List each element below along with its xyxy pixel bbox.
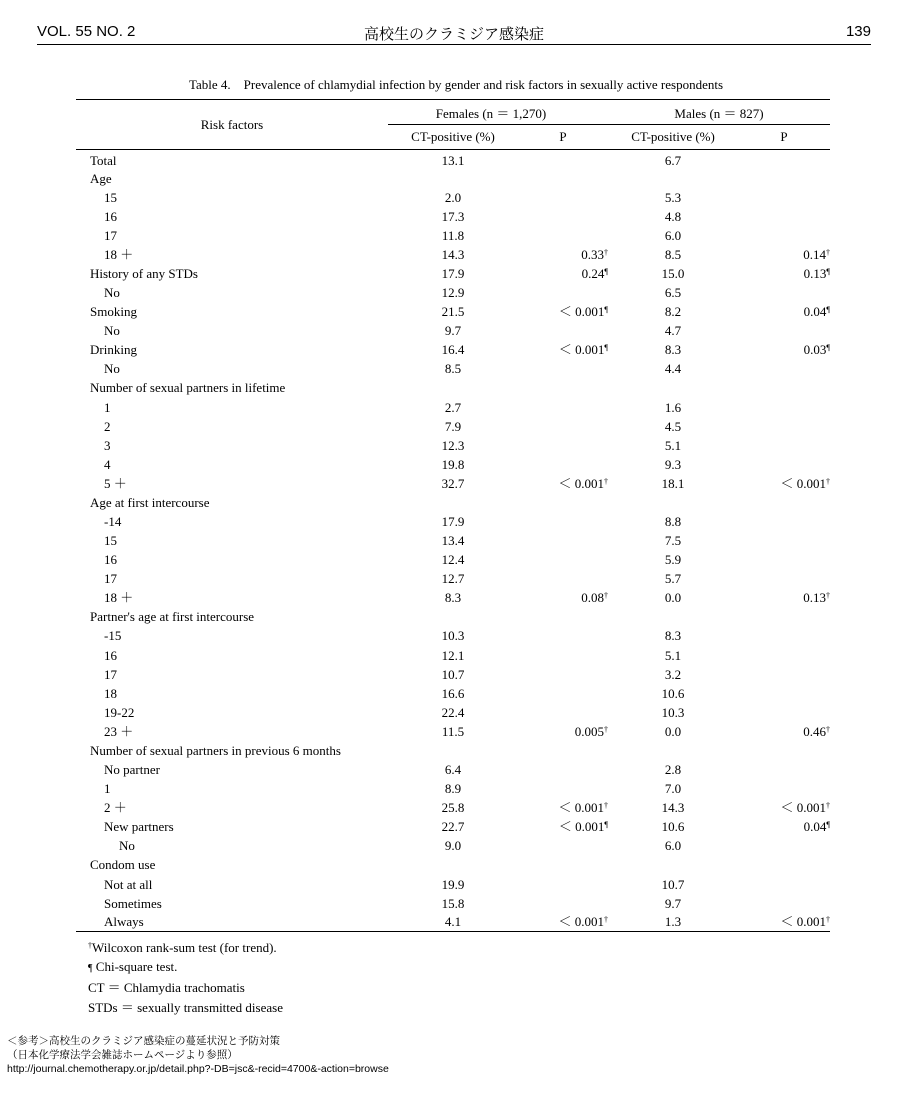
female-ct-value [388,607,518,626]
male-ct-value: 4.7 [664,323,682,339]
table-row [76,607,830,626]
male-p-value [738,378,830,397]
male-p-value [738,359,830,378]
table-row [76,626,830,645]
female-ct-value: 8.5 [444,361,462,377]
female-p-value [518,226,608,245]
male-ct-value: 5.1 [664,437,682,453]
risk-factor-label: Number of sexual partners in previous 6 months [90,742,341,758]
male-p-value [738,646,830,665]
male-ct-value: 3.2 [664,666,682,682]
male-ct-value: 4.8 [664,208,682,224]
male-p-value [738,207,830,226]
female-ct-value: 11.8 [441,227,465,243]
females-group-label: Females (n ＝ 1,270) [435,105,547,121]
males-group-header: Males (n ＝ 827) [608,100,830,125]
risk-factor-label: Always [76,913,388,932]
female-ct-value [388,741,518,760]
table-row [76,493,830,512]
female-ct-value: 13.4 [441,533,465,549]
female-p-value [518,512,608,531]
test-mark: † [826,915,831,925]
female-ct-value: 4.1 [388,913,518,932]
male-p-value [738,665,830,684]
female-p-value [518,531,608,550]
table-row [76,722,830,741]
male-p-value [738,398,830,417]
male-p-value [738,894,830,913]
female-p-value [518,150,608,169]
table-row [76,741,830,760]
male-ct-value: 5.1 [664,647,682,663]
male-p-value [738,760,830,779]
female-p-value [518,760,608,779]
female-p-value: 0.08† [581,590,609,606]
risk-factor-label: No [119,838,135,854]
table-row [76,340,830,359]
female-p-value [518,321,608,340]
test-mark: † [826,247,831,257]
female-p-value [518,836,608,855]
table-row [76,874,830,893]
female-ct-value [388,855,518,874]
table-row [76,283,830,302]
male-ct-value: 8.5 [664,246,682,262]
male-p-value [738,836,830,855]
female-p-value [518,894,608,913]
female-ct-value: 10.3 [441,628,465,644]
female-p-value [518,493,608,512]
females-p-header: P [518,125,608,150]
male-p-value [738,607,830,626]
risk-factor-label: 3 [104,437,111,453]
test-mark: ¶ [604,820,609,830]
male-p-value: 0.13¶ [803,266,831,281]
risk-factor-label: 16 [104,647,117,663]
risk-factor-label: 2 ＋ [104,800,127,816]
male-p-value [738,531,830,550]
female-p-value: ＜ 0.001† [558,475,609,491]
table-row [76,779,830,798]
male-p-value [738,150,830,169]
table-row [76,646,830,665]
female-p-value: ＜ 0.001† [518,913,608,932]
female-ct-value: 9.0 [444,838,462,854]
male-p-value [738,684,830,703]
female-ct-value: 9.7 [444,323,462,339]
reference-line-1: ＜参考＞高校生のクラミジア感染症の蔓延状況と予防対策 [7,1035,280,1047]
dagger-mark: † [88,941,92,950]
male-p-value [738,283,830,302]
female-ct-value: 22.4 [441,704,465,720]
male-p-value [738,169,830,188]
male-p-value [738,741,830,760]
test-mark: ¶ [826,343,831,353]
test-mark: ¶ [604,343,609,353]
table-row [76,798,830,817]
male-p-value: 0.04¶ [803,304,831,320]
female-p-value [518,398,608,417]
male-ct-value: 1.3 [608,913,738,932]
test-mark: † [826,476,831,486]
test-mark: ¶ [604,267,609,276]
female-ct-value: 17.9 [441,266,465,281]
male-p-value [738,626,830,645]
female-p-value [518,436,608,455]
female-p-value [518,207,608,226]
reference-line-2: （日本化学療法学会雑誌ホームページより参照） [7,1049,238,1061]
table-row [76,665,830,684]
male-ct-value: 6.0 [664,227,682,243]
male-ct-value: 2.8 [664,762,682,778]
female-ct-value: 19.9 [441,876,465,892]
female-p-value: ＜ 0.001† [558,800,609,816]
male-p-value [738,493,830,512]
female-p-value: 0.005† [574,723,609,739]
male-p-value: 0.03¶ [803,342,831,358]
table-row [76,398,830,417]
risk-factor-label: Age [90,170,112,186]
table-row [76,855,830,874]
table-row [76,378,830,397]
male-p-value [738,569,830,588]
male-p-value [738,855,830,874]
female-p-value [518,359,608,378]
male-p-value [738,550,830,569]
females-ct-header: CT-positive (%) [388,125,518,150]
female-ct-value [388,378,518,397]
table-row [76,169,830,188]
male-ct-value: 5.3 [664,189,682,205]
male-p-value [738,874,830,893]
running-title: 高校生のクラミジア感染症 [363,25,544,43]
female-p-value [518,569,608,588]
female-p-value [518,550,608,569]
risk-factor-label: Age at first intercourse [90,494,210,510]
risk-factor-label: 2 [104,418,111,434]
test-mark: ¶ [826,820,831,830]
risk-factor-label: 4 [104,456,111,472]
risk-factor-label: 17 [104,227,117,243]
female-ct-value: 7.9 [444,418,462,434]
risk-factor-label: 19-22 [104,704,135,720]
female-p-value [518,855,608,874]
risk-factor-label: 5 ＋ [104,475,127,491]
table-row [76,894,830,913]
male-ct-value: 5.7 [664,571,682,587]
female-ct-value: 16.6 [441,685,465,701]
table-row [76,455,830,474]
female-p-value: ＜ 0.001¶ [558,304,609,320]
male-ct-value: 9.3 [664,456,682,472]
male-ct-value: 8.8 [664,514,682,530]
male-ct-value: 15.0 [661,266,685,281]
pilcrow-mark: ¶ [88,963,93,975]
risk-factor-label: Smoking [90,304,137,320]
footnotes [88,938,283,1017]
risk-factor-label: -15 [104,628,122,644]
table-caption: Table 4. Prevalence of chlamydial infection by gender and risk factors in sexually active respondents [188,77,724,92]
males-ct-header: CT-positive (%) [608,125,738,150]
male-ct-value [608,493,738,512]
risk-factor-label: Number of sexual partners in lifetime [90,380,286,396]
risk-factor-label: 16 [104,552,117,568]
male-p-value [738,455,830,474]
male-ct-value: 9.7 [664,895,682,911]
female-p-value [518,665,608,684]
journal-volume: VOL. 55 NO. 2 [37,23,136,40]
male-p-value [738,512,830,531]
female-ct-value: 12.3 [441,437,465,453]
test-mark: † [604,247,609,257]
page-number: 139 [845,23,871,40]
female-ct-value: 17.9 [441,514,465,530]
male-ct-value [608,607,738,626]
footnote-wilcoxon: †Wilcoxon rank-sum test (for trend). [88,940,277,955]
table-row [76,436,830,455]
test-mark: † [826,591,831,601]
table-row [76,531,830,550]
male-ct-value: 6.0 [664,838,682,854]
female-p-value: ＜ 0.001¶ [558,819,609,835]
female-p-value [518,684,608,703]
risk-factor-label: Condom use [90,857,156,873]
table-row [76,207,830,226]
male-p-value: 0.46† [803,723,831,739]
table-row [76,817,830,836]
male-p-value [738,436,830,455]
male-ct-value [608,741,738,760]
female-ct-value: 6.4 [444,762,462,778]
female-p-value [518,874,608,893]
male-p-value: 0.14† [803,246,831,262]
test-mark: ¶ [604,305,609,315]
female-ct-value: 16.4 [441,342,465,358]
risk-factor-label: 17 [104,571,117,587]
female-ct-value: 17.3 [441,208,465,224]
test-mark: † [604,476,609,486]
table-row [76,550,830,569]
test-mark: † [604,915,609,925]
reference-url: http://journal.chemotherapy.or.jp/detail.php?-DB=jsc&-recid=4700&-action=browse [7,1063,389,1075]
male-ct-value: 6.5 [664,285,682,301]
table-row [76,264,830,283]
risk-factor-label: 18 ＋ [104,590,134,606]
risk-factor-label: History of any STDs [90,266,198,281]
test-mark: † [604,724,609,734]
female-ct-value: 12.9 [441,285,465,301]
female-ct-value: 12.1 [441,647,465,663]
risk-factor-label: 17 [104,666,117,682]
male-ct-value: 10.7 [661,876,685,892]
female-p-value [518,378,608,397]
male-p-value [738,417,830,436]
male-ct-value: 10.6 [661,685,685,701]
female-ct-value: 11.5 [441,723,465,739]
running-head [37,22,871,45]
male-p-value: ＜ 0.001† [738,913,830,932]
table-row [76,836,830,855]
male-ct-value: 5.9 [664,552,682,568]
female-p-value: 0.24¶ [581,266,609,281]
male-ct-value: 8.2 [664,304,682,320]
female-ct-value: 12.4 [441,552,465,568]
risk-factor-label: Partner's age at first intercourse [90,609,255,625]
risk-factor-label: Sometimes [104,895,162,911]
test-mark: ¶ [826,305,831,315]
female-ct-value [388,493,518,512]
table-body [76,150,830,932]
test-mark: † [826,724,831,734]
male-ct-value: 10.3 [661,704,685,720]
male-ct-value: 4.5 [664,418,682,434]
male-p-value: 0.13† [803,590,831,606]
male-ct-value: 18.1 [661,475,685,491]
table-row [76,302,830,321]
female-p-value [518,741,608,760]
male-p-value [738,779,830,798]
female-ct-value: 19.8 [441,456,465,472]
female-ct-value: 25.8 [441,800,465,816]
table-row [76,588,830,607]
table-row [76,913,830,932]
female-p-value [518,607,608,626]
female-ct-value: 2.0 [444,189,462,205]
test-mark: † [826,801,831,811]
female-ct-value: 13.1 [441,152,465,168]
female-ct-value: 22.7 [441,819,465,835]
female-p-value [518,188,608,207]
risk-factor-label: No [104,323,120,339]
risk-factor-label: 15 [104,189,117,205]
male-p-value: ＜ 0.001† [780,800,831,816]
male-ct-value: 0.0 [664,723,682,739]
table-row [76,703,830,722]
female-p-value [518,283,608,302]
male-ct-value: 10.6 [661,819,685,835]
male-p-value [738,226,830,245]
table-row [76,760,830,779]
male-ct-value: 1.6 [664,399,682,415]
male-ct-value: 8.3 [664,342,682,358]
female-p-value [518,626,608,645]
risk-factor-label: No [104,361,120,377]
male-ct-value: 6.7 [664,152,682,168]
females-group-header [388,100,608,125]
risk-factor-label: 1 [104,781,111,797]
male-ct-value [608,169,738,188]
female-p-value [518,703,608,722]
prevalence-table [76,99,830,932]
female-ct-value: 15.8 [441,895,465,911]
table-row [76,150,830,169]
test-mark: † [604,801,609,811]
female-ct-value: 32.7 [441,475,465,491]
risk-factor-label: No [104,285,120,301]
female-ct-value: 2.7 [444,399,462,415]
table-row [76,359,830,378]
female-ct-value: 12.7 [441,571,465,587]
male-ct-value: 7.5 [664,533,682,549]
male-ct-value: 4.4 [664,361,682,377]
female-ct-value [388,169,518,188]
risk-factor-label: New partners [104,819,174,835]
male-ct-value [608,855,738,874]
female-p-value: ＜ 0.001¶ [558,342,609,358]
male-p-value: 0.04¶ [803,819,831,835]
table-row [76,569,830,588]
female-p-value [518,169,608,188]
table-row [76,188,830,207]
risk-factor-label: No partner [104,762,160,778]
table-row [76,321,830,340]
female-p-value [518,779,608,798]
female-p-value [518,455,608,474]
female-p-value: 0.33† [581,246,609,262]
male-p-value: ＜ 0.001† [780,475,831,491]
female-p-value [518,646,608,665]
male-ct-value [608,378,738,397]
test-mark: † [604,591,609,601]
risk-factor-label: 1 [104,399,111,415]
risk-factor-label: -14 [104,514,122,530]
female-ct-value: 8.9 [444,781,462,797]
risk-factor-label: 15 [104,533,117,549]
risk-factor-label: Not at all [104,876,153,892]
footnote-chisquare: ¶ Chi-square test. [88,959,178,975]
table-row [76,245,830,264]
footnote-ct: CT ＝ Chlamydia trachomatis [88,980,245,996]
table-row [76,417,830,436]
male-ct-value: 14.3 [661,800,685,816]
male-ct-value: 0.0 [664,590,682,606]
risk-factor-label: Total [90,152,117,168]
table-row [76,474,830,493]
female-ct-value: 10.7 [441,666,465,682]
table-row [76,512,830,531]
footnote-stds: STDs ＝ sexually transmitted disease [88,999,283,1015]
female-p-value [518,417,608,436]
risk-factor-label: 18 [104,685,117,701]
male-p-value [738,188,830,207]
female-ct-value: 21.5 [441,304,465,320]
males-p-header: P [738,125,830,150]
male-p-value [738,703,830,722]
female-ct-value: 8.3 [444,590,462,606]
table-row [76,684,830,703]
risk-factors-header: Risk factors [76,100,388,150]
risk-factor-label: 23 ＋ [104,723,134,739]
risk-factor-label: Drinking [90,342,137,358]
male-ct-value: 8.3 [664,628,682,644]
risk-factor-label: 16 [104,208,117,224]
reference-note [7,1034,389,1076]
test-mark: ¶ [826,267,831,276]
male-ct-value: 7.0 [664,781,682,797]
female-ct-value: 14.3 [441,246,465,262]
risk-factor-label: 18 ＋ [104,246,134,262]
male-p-value [738,321,830,340]
table-row [76,226,830,245]
